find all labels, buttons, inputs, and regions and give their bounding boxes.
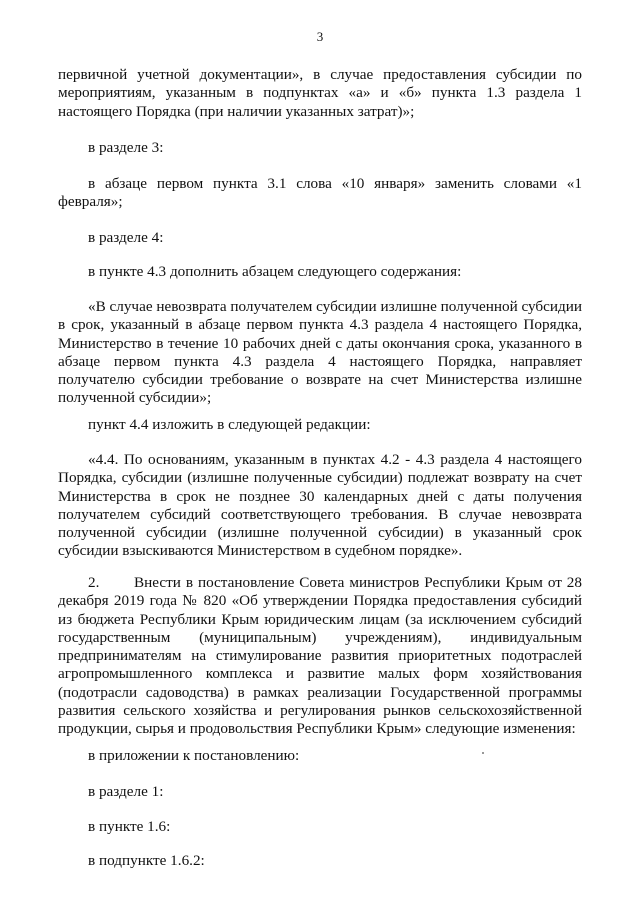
page-number: 3 bbox=[316, 29, 324, 44]
paragraph-appendix: в приложении к постановлению: bbox=[88, 747, 300, 764]
paragraph-subclause-1-6-2: в подпункте 1.6.2: bbox=[88, 852, 205, 869]
paragraph-section-4: в разделе 4: bbox=[88, 229, 164, 246]
paragraph-section-1: в разделе 1: bbox=[88, 783, 164, 800]
paragraph-clause-3-1: в абзаце первом пункта 3.1 слова «10 января» заменить словами «1 февраля»; bbox=[58, 175, 582, 211]
paragraph-clause-1-6: в пункте 1.6: bbox=[88, 818, 171, 835]
scan-speck bbox=[482, 752, 484, 754]
paragraph-clause-4-4: пункт 4.4 изложить в следующей редакции: bbox=[88, 416, 371, 433]
paragraph-section-3: в разделе 3: bbox=[88, 139, 164, 156]
paragraph-quote-4-4: «4.4. По основаниям, указанным в пунктах 4.2 - 4.3 раздела 4 настоящего Порядка, субсидии (излишне полученные субсидии) подлежат возврату на счет Министерства в срок не позднее 30 календарных дней с даты получения получателем субсидий соответствующего требования. В случае невозврата полученной субсидии (излишне полученной субсидии) в указанный срок субсидии взыскиваются Министерством в судебном порядке». bbox=[58, 451, 582, 560]
paragraph-quote-4-3: «В случае невозврата получателем субсидии излишне полученной субсидии в срок, указанный в абзаце первом пункта 4.3 раздела 4 настоящего Порядка, Министерство в течение 10 рабочих дней с даты окончания срока, указанного в абзаце первом пункта 4.3 раздела 4 настоящего Порядка, направляет получателю субсидии требование о возврате на счет Министерства излишне полученной субсидии»; bbox=[58, 298, 583, 407]
paragraph-continuation: первичной учетной документации», в случае предоставления субсидии по мероприятиям, указанным в подпунктах «а» и «б» пункта 1.3 раздела 1 настоящего Порядка (при наличии указанных затрат)»; bbox=[58, 66, 582, 120]
paragraph-clause-4-3: в пункте 4.3 дополнить абзацем следующего содержания: bbox=[88, 263, 462, 280]
paragraph-item-2: 2. Внести в постановление Совета министров Республики Крым от 28 декабря 2019 года № 820 «Об утверждении Порядка предоставления субсидий из бюджета Республики Крым юридическим лицам (за исключением субсидий государственным (муниципальным) учреждениям), индивидуальным предпринимателям на стимулирование развития приоритетных подотраслей агропромышленного комплекса и развитие малых форм хозяйствования (подотрасли садоводства) в рамках реализации Государственной программы развития сельского хозяйства и регулирования рынков сельскохозяйственной продукции, сырья и продовольствия Республики Крым» следующие изменения: bbox=[58, 574, 582, 738]
